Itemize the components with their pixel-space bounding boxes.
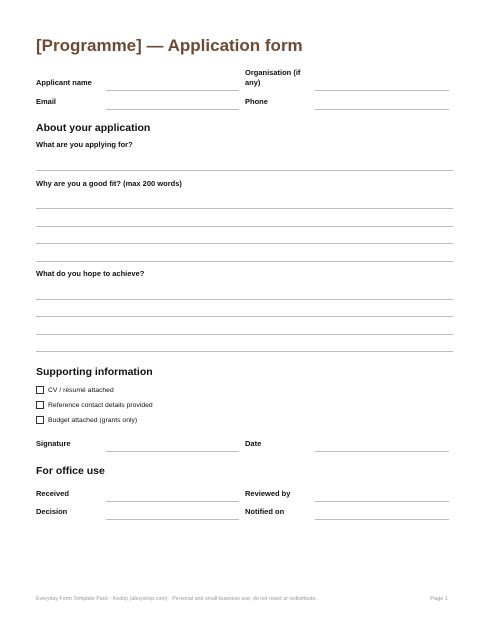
page-number: Page 1 [430,596,448,602]
achieve-line-2[interactable] [36,316,453,317]
hope-to-achieve-label: What do you hope to achieve? [36,269,145,278]
signature-field[interactable] [106,451,239,452]
budget-checkbox[interactable] [36,416,44,424]
references-label: Reference contact details provided [48,401,153,409]
references-checkbox[interactable] [36,401,44,409]
received-label: Received [36,489,69,498]
applying-for-label: What are you applying for? [36,140,133,149]
achieve-line-3[interactable] [36,334,453,335]
email-field[interactable] [106,109,239,110]
signature-label: Signature [36,439,71,448]
budget-label: Budget attached (grants only) [48,416,138,424]
reviewed-by-label: Reviewed by [245,489,291,498]
reviewed-by-field[interactable] [315,501,449,502]
budget-option[interactable] [36,415,137,425]
cv-attached-checkbox[interactable] [36,386,44,394]
good-fit-line-3[interactable] [36,243,453,244]
supporting-heading: Supporting information [36,366,153,378]
good-fit-line-4[interactable] [36,261,453,262]
notified-on-label: Notified on [245,507,285,516]
office-heading: For office use [36,465,105,477]
applying-for-line-1[interactable] [36,170,453,171]
achieve-line-4[interactable] [36,351,453,352]
good-fit-line-2[interactable] [36,226,453,227]
phone-field[interactable] [315,109,449,110]
applicant-name-field[interactable] [106,90,239,91]
decision-label: Decision [36,507,68,516]
footer-text: Everyday Form Template Pack · Kedop (abuyshop.com) · Personal and small-business use; do not resell or redistribute. [36,596,318,602]
email-label: Email [36,97,57,106]
cv-attached-option[interactable] [36,385,114,395]
page-title: [Programme] — Application form [36,36,303,55]
good-fit-label: Why are you a good fit? (max 200 words) [36,179,182,188]
references-option[interactable] [36,400,153,410]
received-field[interactable] [106,501,239,502]
date-field[interactable] [315,451,449,452]
good-fit-line-1[interactable] [36,208,453,209]
date-label: Date [245,439,262,448]
phone-label: Phone [245,97,268,106]
achieve-line-1[interactable] [36,299,453,300]
organisation-field[interactable] [315,90,449,91]
cv-attached-label: CV / résumé attached [48,386,114,394]
organisation-label [245,68,315,88]
organisation-label-line2: any) [245,78,261,87]
notified-on-field[interactable] [315,519,449,520]
decision-field[interactable] [106,519,239,520]
organisation-label-line1: Organisation (if [245,68,301,77]
applicant-name-label: Applicant name [36,78,92,87]
about-heading: About your application [36,122,151,134]
